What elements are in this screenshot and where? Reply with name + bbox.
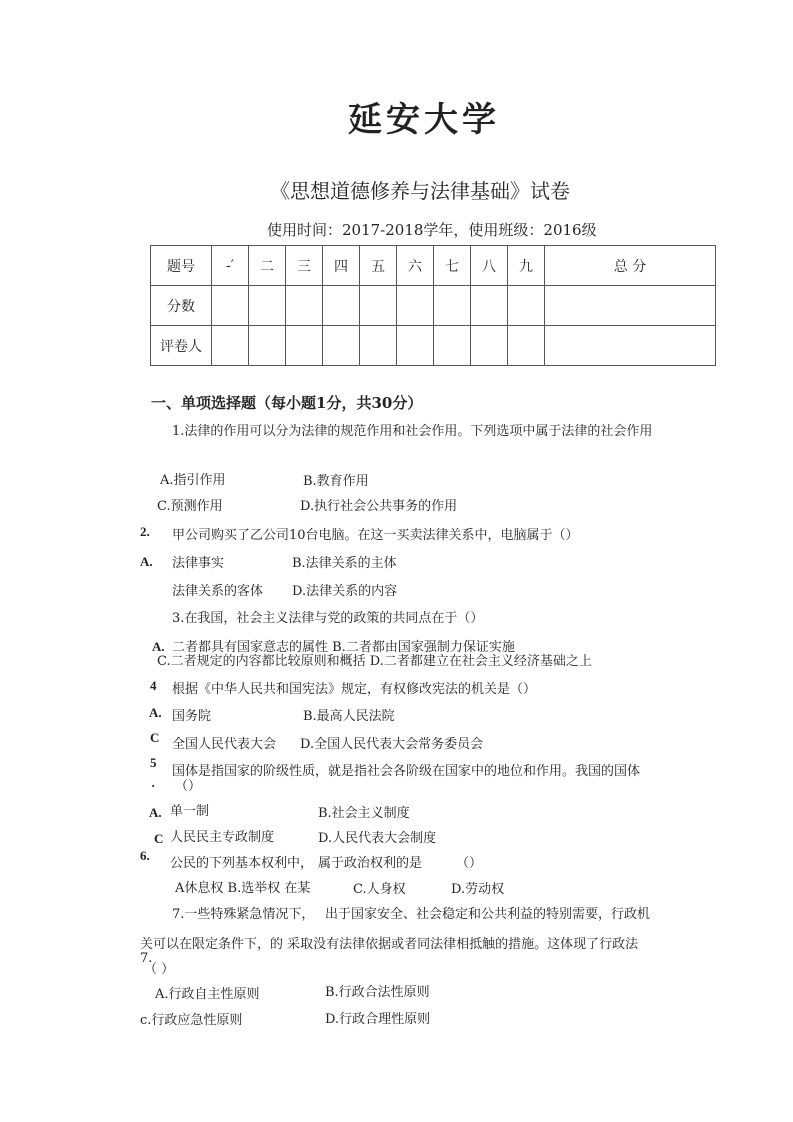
option-label: C (154, 831, 164, 846)
header-cell: 六 (397, 246, 434, 286)
question-text: 甲公司购买了乙公司10台电脑。在这一买卖法律关系中，电脑属于（） (172, 528, 579, 543)
header-cell: 总 分 (545, 246, 716, 286)
header-cell: -′ (212, 246, 249, 286)
option-label: A. (152, 639, 165, 654)
option: A休息权 B.选举权 在某 (175, 881, 311, 896)
question-text: 属于政治权利的是 (318, 856, 423, 871)
header-cell: 三 (286, 246, 323, 286)
question-text: 3.在我国，社会主义法律与党的政策的共同点在于（） (172, 611, 484, 626)
row-label: 评卷人 (151, 326, 212, 366)
option: B.最高人民法院 (303, 709, 395, 724)
option: 法律关系的客体 (172, 584, 264, 599)
question-text: 出于国家安全、社会稳定和公共利益的特别需要，行政机 (325, 907, 651, 922)
option: B.行政合法性原则 (325, 985, 430, 1000)
option: A.行政自主性原则 (155, 987, 260, 1002)
question-number-dot: · (151, 778, 156, 793)
question-number: 7. (140, 951, 153, 966)
option: D.法律关系的内容 (292, 584, 398, 599)
header-cell: 八 (471, 246, 508, 286)
option: 单一制 (170, 804, 210, 819)
answer-blank: （） (175, 779, 202, 794)
option: 国务院 (172, 709, 212, 724)
option: D.全国人民代表大会常务委员会 (300, 737, 484, 752)
option-label: A. (149, 705, 162, 720)
option: B.法律关系的主体 (292, 556, 397, 571)
header-cell: 题号 (151, 246, 212, 286)
option-label: A. (149, 805, 162, 820)
header-cell: 七 (434, 246, 471, 286)
option: B.教育作用 (303, 474, 369, 489)
option: D.人民代表大会制度 (318, 831, 437, 846)
question-number: 2. (140, 524, 150, 539)
question-text: 国体是指国家的阶级性质，就是指社会各阶级在国家中的地位和作用。我国的国体 (172, 764, 641, 779)
question-text: 关可以在限定条件下，的 采取没有法律依据或者同法律相抵触的措施。这体现了行政法 (140, 937, 639, 952)
option-label: C (150, 730, 160, 745)
option: 二者都具有国家意志的属性 B.二者都由国家强制力保证实施 (172, 640, 515, 655)
option: C.二者规定的内容都比较原则和概括 D.二者都建立在社会主义经济基础之上 (157, 654, 592, 669)
option: A.指引作用 (160, 473, 226, 488)
option-label: A. (140, 554, 153, 569)
option: C.人身权 (353, 882, 406, 897)
header-cell: 五 (360, 246, 397, 286)
question-text: 7.一些特殊紧急情况下， (172, 907, 315, 922)
option: c.行政应急性原则 (140, 1013, 243, 1028)
section-heading: 一、单项选择题（每小题1分，共30分） (151, 394, 423, 412)
exam-title: 《思想道德修养与法律基础》试卷 (270, 179, 570, 203)
header-cell: 四 (323, 246, 360, 286)
option: D.行政合理性原则 (325, 1012, 431, 1027)
option: D.劳动权 (451, 882, 505, 897)
option: D.执行社会公共事务的作用 (300, 499, 458, 514)
exam-subtitle: 使用时间：2017-2018学年，使用班级：2016级 (267, 221, 597, 239)
answer-blank: （） (456, 856, 483, 871)
score-table (150, 245, 716, 366)
option: 人民民主专政制度 (170, 830, 275, 845)
university-name: 延安大学 (348, 100, 500, 140)
question-number: 6. (140, 848, 150, 863)
question-number: 4 (150, 678, 157, 693)
option: 全国人民代表大会 (172, 737, 277, 752)
option: 法律事实 (172, 556, 225, 571)
option: B.社会主义制度 (318, 806, 410, 821)
header-cell: 二 (249, 246, 286, 286)
question-text: 公民的下列基本权利中， (170, 856, 314, 871)
option: C.预测作用 (157, 499, 223, 514)
question-text: 根据《中华人民共和国宪法》规定，有权修改宪法的机关是（） (172, 682, 537, 697)
header-cell: 九 (508, 246, 545, 286)
question-number: 5 (150, 755, 157, 770)
question-text: 1.法律的作用可以分为法律的规范作用和社会作用。下列选项中属于法律的社会作用 (172, 424, 653, 439)
row-label: 分数 (151, 286, 212, 326)
answer-blank: （ ） (144, 962, 175, 977)
